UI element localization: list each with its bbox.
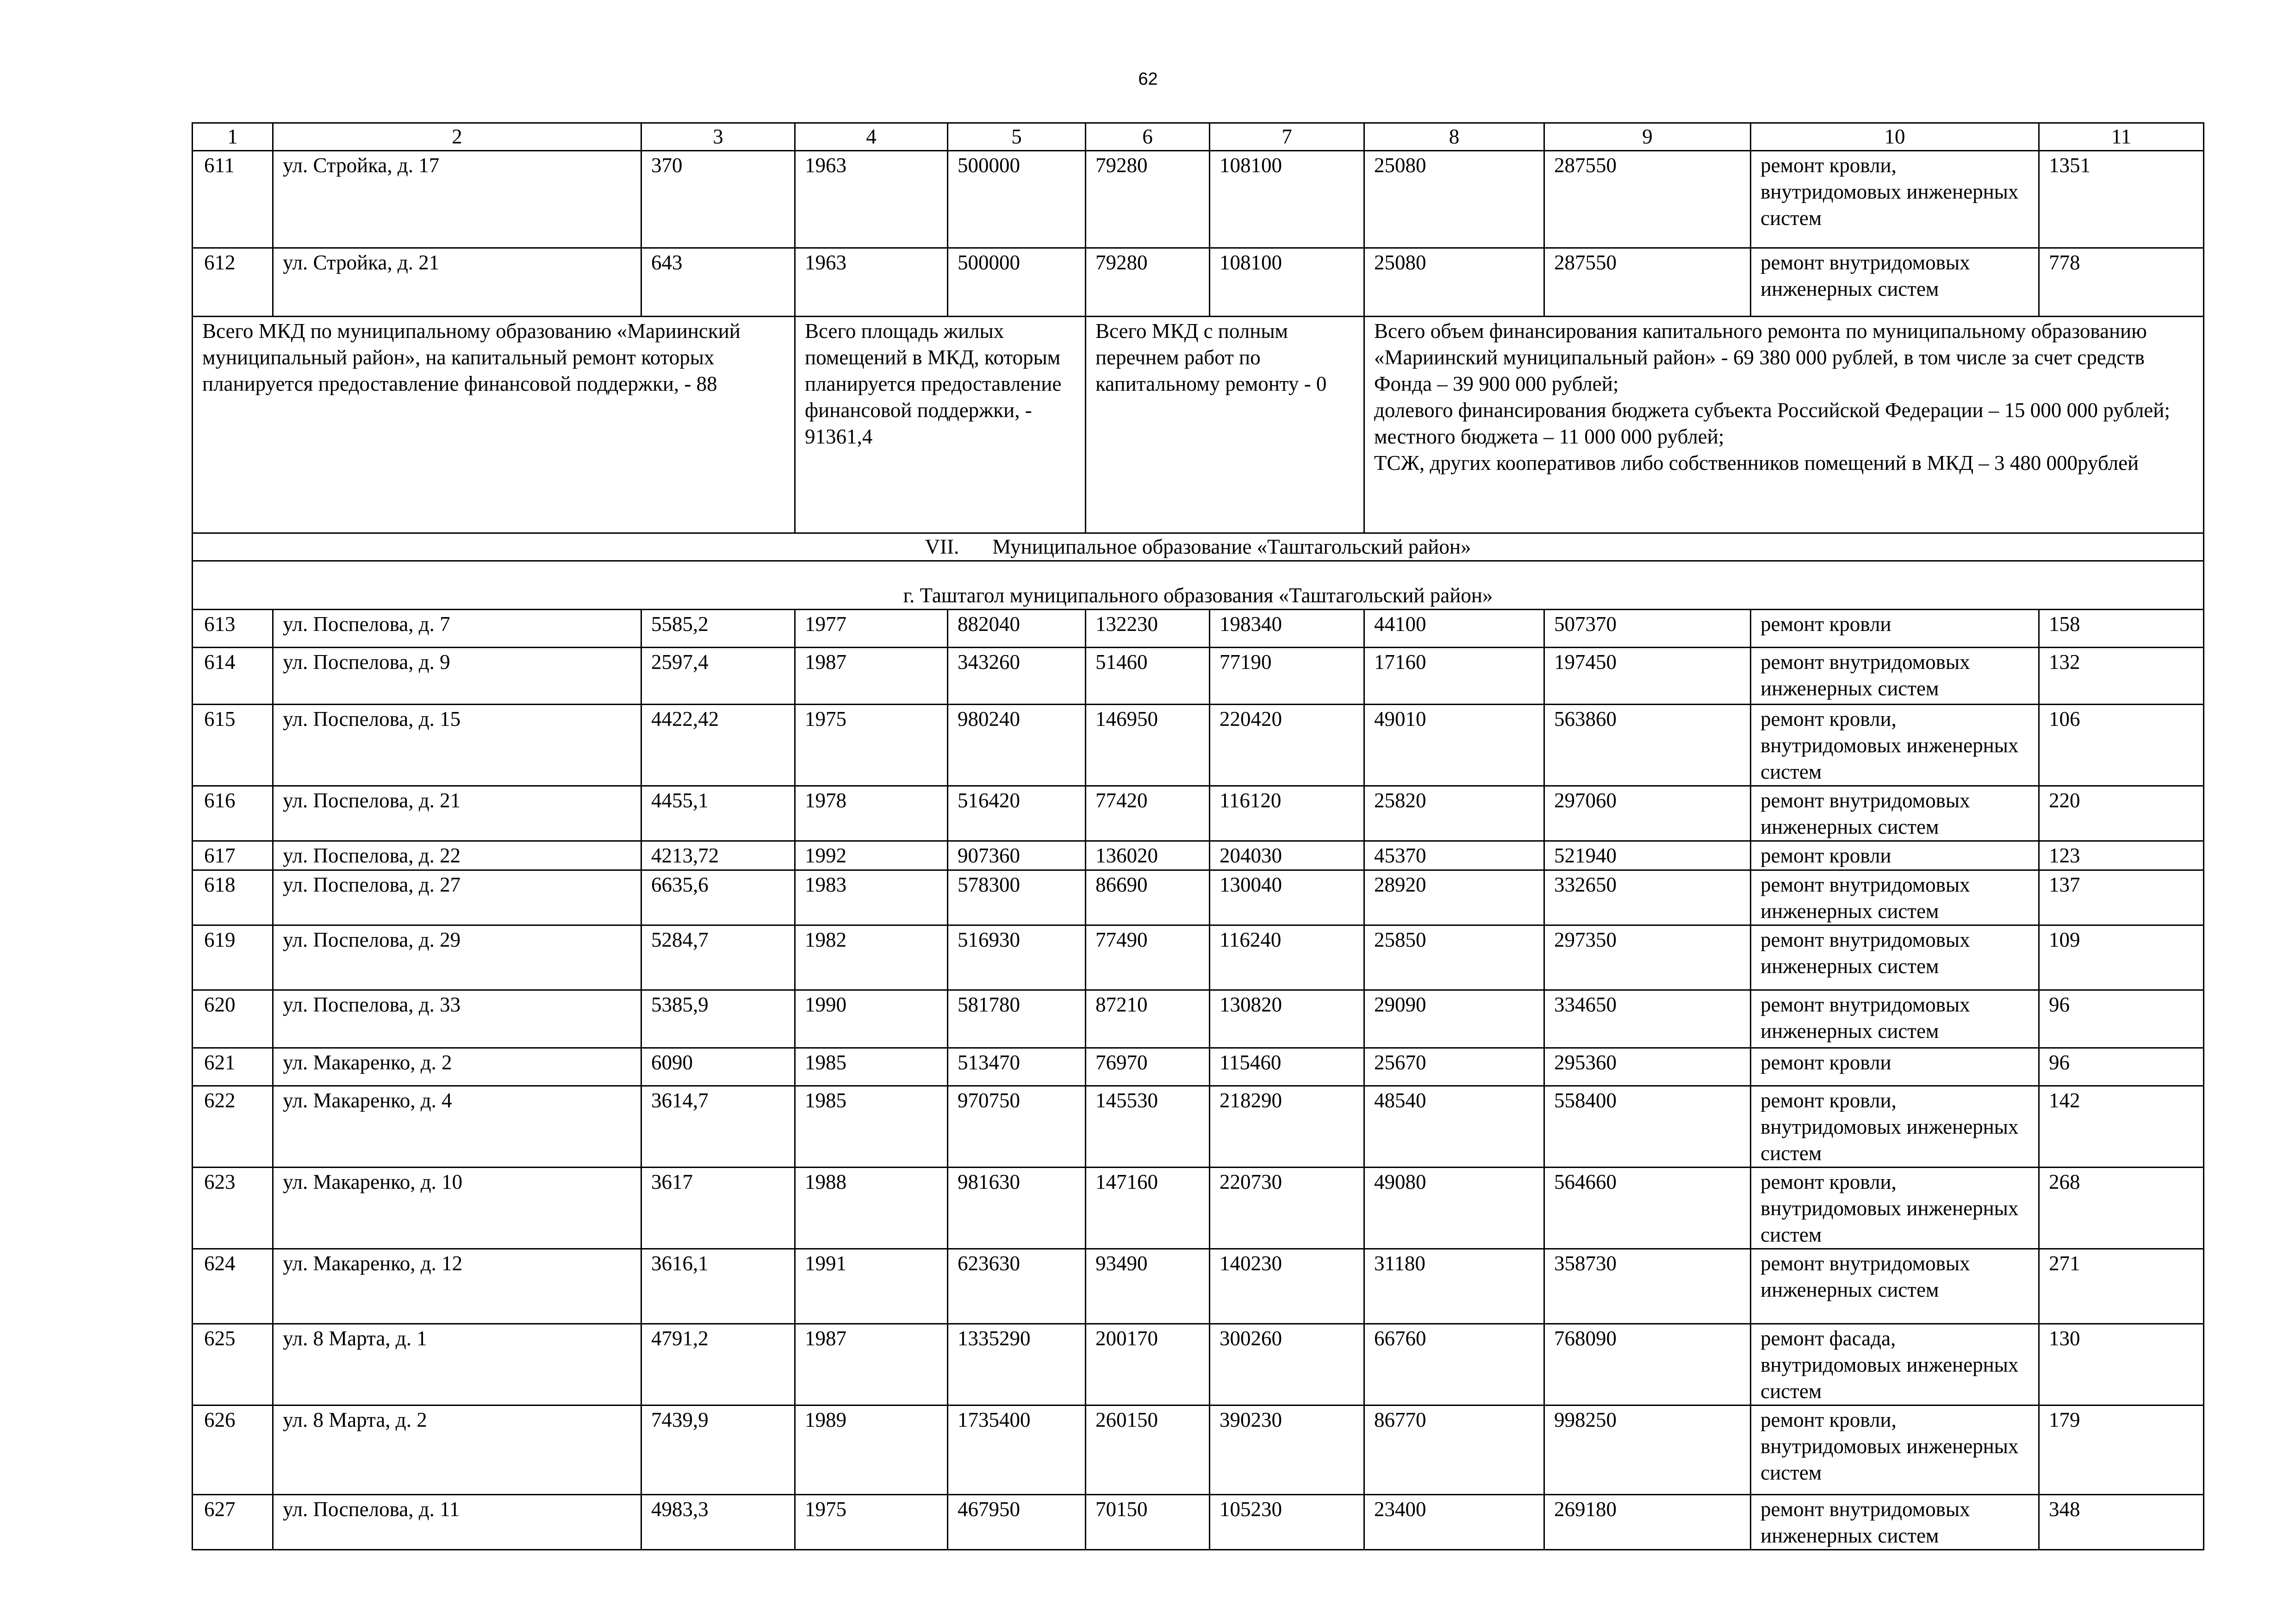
table-row [193,990,2204,1048]
address: ул. Макаренко, д. 4 [273,1086,641,1168]
column-number: 6 [1086,123,1210,151]
financing-line: Всего объем финансирования капитального ремонта по муниципальному образованию «Мариинский муниципальный район» - 69 380 000 рублей, в том числе за счет средств Фонда – 39 900 000 рублей; [1374,319,2147,395]
table-row [193,1086,2204,1168]
address: ул. Макаренко, д. 2 [273,1048,641,1086]
cell-col-8: 25080 [1364,248,1544,317]
financing-line: местного бюджета – 11 000 000 рублей; [1374,425,1724,448]
work-type: ремонт фасада, внутридомовых инженерных систем [1751,1324,2039,1405]
row-number: 627 [193,1495,273,1550]
cell-col-9: 564660 [1544,1168,1751,1249]
work-type: ремонт внутридомовых инженерных систем [1751,648,2039,705]
column-number: 11 [2039,123,2204,151]
cell-col-5: 343260 [948,648,1086,705]
cell-col-8: 17160 [1364,648,1544,705]
address: ул. Поспелова, д. 15 [273,705,641,786]
cell-col-8: 66760 [1364,1324,1544,1405]
cell-col-6: 77420 [1086,786,1210,841]
cell-col-6: 51460 [1086,648,1210,705]
row-number: 615 [193,705,273,786]
cell-col-9: 358730 [1544,1249,1751,1324]
summary-total-full: Всего МКД с полным перечнем работ по капитальному ремонту - 0 [1086,317,1364,533]
cell-col-5: 970750 [948,1086,1086,1168]
cell-col-6: 147160 [1086,1168,1210,1249]
column-number: 7 [1210,123,1364,151]
address: ул. Поспелова, д. 11 [273,1495,641,1550]
work-type: ремонт внутридомовых инженерных систем [1751,925,2039,990]
cell-col-6: 136020 [1086,841,1210,870]
cell-col-11: 1351 [2039,151,2204,248]
cell-col-11: 158 [2039,610,2204,648]
table-row [193,1405,2204,1495]
address: ул. Макаренко, д. 12 [273,1249,641,1324]
address: ул. Поспелова, д. 27 [273,870,641,925]
cell-col-11: 778 [2039,248,2204,317]
cell-col-4: 1963 [795,151,948,248]
work-type: ремонт внутридомовых инженерных систем [1751,786,2039,841]
summary-financing [1364,317,2204,533]
cell-col-5: 1735400 [948,1405,1086,1495]
cell-col-4: 1983 [795,870,948,925]
address: ул. Макаренко, д. 10 [273,1168,641,1249]
address: ул. 8 Марта, д. 2 [273,1405,641,1495]
cell-col-4: 1975 [795,1495,948,1550]
cell-col-7: 220730 [1210,1168,1364,1249]
cell-col-7: 77190 [1210,648,1364,705]
summary-row [193,317,2204,533]
cell-col-4: 1975 [795,705,948,786]
cell-col-9: 197450 [1544,648,1751,705]
summary-total-area: Всего площадь жилых помещений в МКД, которым планируется предоставление финансовой поддержки, - 91361,4 [795,317,1086,533]
cell-col-3: 3616,1 [641,1249,795,1324]
section-roman-number: VII. [925,535,959,558]
cell-col-5: 581780 [948,990,1086,1048]
cell-col-11: 109 [2039,925,2204,990]
cell-col-11: 106 [2039,705,2204,786]
cell-col-9: 558400 [1544,1086,1751,1168]
cell-col-3: 5585,2 [641,610,795,648]
cell-col-3: 4983,3 [641,1495,795,1550]
column-number: 3 [641,123,795,151]
cell-col-5: 882040 [948,610,1086,648]
column-number: 10 [1751,123,2039,151]
cell-col-4: 1977 [795,610,948,648]
row-number: 619 [193,925,273,990]
row-number: 621 [193,1048,273,1086]
work-type: ремонт кровли, внутридомовых инженерных систем [1751,151,2039,248]
address: ул. Стройка, д. 17 [273,151,641,248]
cell-col-3: 643 [641,248,795,317]
cell-col-8: 48540 [1364,1086,1544,1168]
table-row [193,705,2204,786]
table-row [193,610,2204,648]
cell-col-3: 370 [641,151,795,248]
cell-col-11: 130 [2039,1324,2204,1405]
row-number: 614 [193,648,273,705]
section-title [193,533,2204,561]
cell-col-5: 623630 [948,1249,1086,1324]
cell-col-5: 980240 [948,705,1086,786]
row-number: 611 [193,151,273,248]
cell-col-8: 25850 [1364,925,1544,990]
cell-col-11: 96 [2039,1048,2204,1086]
work-type: ремонт кровли, внутридомовых инженерных систем [1751,1168,2039,1249]
cell-col-3: 2597,4 [641,648,795,705]
cell-col-9: 295360 [1544,1048,1751,1086]
row-number: 617 [193,841,273,870]
work-type: ремонт кровли, внутридомовых инженерных систем [1751,705,2039,786]
cell-col-8: 25080 [1364,151,1544,248]
table-row [193,1324,2204,1405]
row-number: 624 [193,1249,273,1324]
cell-col-9: 768090 [1544,1324,1751,1405]
cell-col-6: 86690 [1086,870,1210,925]
cell-col-5: 981630 [948,1168,1086,1249]
cell-col-8: 28920 [1364,870,1544,925]
cell-col-3: 4791,2 [641,1324,795,1405]
cell-col-8: 44100 [1364,610,1544,648]
cell-col-9: 287550 [1544,151,1751,248]
cell-col-4: 1987 [795,1324,948,1405]
row-number: 625 [193,1324,273,1405]
cell-col-9: 563860 [1544,705,1751,786]
column-number: 1 [193,123,273,151]
table-row [193,841,2204,870]
cell-col-3: 3617 [641,1168,795,1249]
cell-col-6: 79280 [1086,151,1210,248]
work-type: ремонт внутридомовых инженерных систем [1751,990,2039,1048]
table-row [193,1495,2204,1550]
cell-col-7: 116120 [1210,786,1364,841]
cell-col-7: 130820 [1210,990,1364,1048]
cell-col-5: 467950 [948,1495,1086,1550]
cell-col-9: 297060 [1544,786,1751,841]
table-row [193,1048,2204,1086]
cell-col-11: 132 [2039,648,2204,705]
cell-col-8: 31180 [1364,1249,1544,1324]
cell-col-4: 1988 [795,1168,948,1249]
cell-col-11: 137 [2039,870,2204,925]
cell-col-7: 130040 [1210,870,1364,925]
cell-col-3: 6635,6 [641,870,795,925]
cell-col-7: 220420 [1210,705,1364,786]
section-subtitle: г. Таштагол муниципального образования «Таштагольский район» [193,561,2204,610]
cell-col-5: 907360 [948,841,1086,870]
cell-col-11: 220 [2039,786,2204,841]
row-number: 623 [193,1168,273,1249]
row-number: 622 [193,1086,273,1168]
address: ул. Поспелова, д. 29 [273,925,641,990]
cell-col-7: 108100 [1210,248,1364,317]
cell-col-9: 287550 [1544,248,1751,317]
row-number: 618 [193,870,273,925]
cell-col-9: 269180 [1544,1495,1751,1550]
cell-col-7: 116240 [1210,925,1364,990]
work-type: ремонт внутридомовых инженерных систем [1751,1495,2039,1550]
column-number: 5 [948,123,1086,151]
cell-col-5: 500000 [948,151,1086,248]
cell-col-8: 49010 [1364,705,1544,786]
cell-col-6: 146950 [1086,705,1210,786]
row-number: 613 [193,610,273,648]
cell-col-8: 23400 [1364,1495,1544,1550]
cell-col-11: 348 [2039,1495,2204,1550]
section-subtitle-row [193,561,2204,610]
page-number: 62 [1138,69,1158,89]
column-number: 2 [273,123,641,151]
work-type: ремонт кровли [1751,841,2039,870]
cell-col-7: 204030 [1210,841,1364,870]
cell-col-6: 77490 [1086,925,1210,990]
work-type: ремонт внутридомовых инженерных систем [1751,248,2039,317]
cell-col-6: 260150 [1086,1405,1210,1495]
cell-col-4: 1992 [795,841,948,870]
summary-total-mkd: Всего МКД по муниципальному образованию «Мариинский муниципальный район», на капитальный ремонт которых планируется предоставление финансовой поддержки, - 88 [193,317,795,533]
row-number: 612 [193,248,273,317]
cell-col-3: 6090 [641,1048,795,1086]
cell-col-5: 1335290 [948,1324,1086,1405]
cell-col-4: 1985 [795,1086,948,1168]
section-title-text: Муниципальное образование «Таштагольский район» [992,535,1471,558]
cell-col-9: 332650 [1544,870,1751,925]
cell-col-6: 76970 [1086,1048,1210,1086]
table-row [193,248,2204,317]
cell-col-3: 4213,72 [641,841,795,870]
address: ул. Поспелова, д. 21 [273,786,641,841]
cell-col-5: 516930 [948,925,1086,990]
column-number: 4 [795,123,948,151]
cell-col-5: 516420 [948,786,1086,841]
cell-col-4: 1987 [795,648,948,705]
cell-col-6: 79280 [1086,248,1210,317]
cell-col-3: 4422,42 [641,705,795,786]
cell-col-4: 1982 [795,925,948,990]
cell-col-7: 115460 [1210,1048,1364,1086]
cell-col-5: 513470 [948,1048,1086,1086]
cell-col-11: 179 [2039,1405,2204,1495]
cell-col-8: 29090 [1364,990,1544,1048]
cell-col-7: 140230 [1210,1249,1364,1324]
cell-col-6: 93490 [1086,1249,1210,1324]
column-number: 8 [1364,123,1544,151]
table-row [193,1168,2204,1249]
work-type: ремонт внутридомовых инженерных систем [1751,1249,2039,1324]
table-row [193,648,2204,705]
cell-col-9: 297350 [1544,925,1751,990]
section-title-row [193,533,2204,561]
table-row [193,870,2204,925]
table-row [193,151,2204,248]
table-row [193,1249,2204,1324]
cell-col-7: 108100 [1210,151,1364,248]
cell-col-6: 200170 [1086,1324,1210,1405]
table-row [193,925,2204,990]
cell-col-9: 521940 [1544,841,1751,870]
cell-col-3: 5284,7 [641,925,795,990]
row-number: 626 [193,1405,273,1495]
cell-col-7: 390230 [1210,1405,1364,1495]
row-number: 620 [193,990,273,1048]
cell-col-3: 7439,9 [641,1405,795,1495]
address: ул. Поспелова, д. 7 [273,610,641,648]
cell-col-4: 1990 [795,990,948,1048]
cell-col-8: 49080 [1364,1168,1544,1249]
cell-col-11: 142 [2039,1086,2204,1168]
repair-table [192,122,2204,1550]
cell-col-5: 500000 [948,248,1086,317]
cell-col-6: 132230 [1086,610,1210,648]
address: ул. Стройка, д. 21 [273,248,641,317]
work-type: ремонт кровли, внутридомовых инженерных систем [1751,1405,2039,1495]
cell-col-6: 70150 [1086,1495,1210,1550]
cell-col-8: 45370 [1364,841,1544,870]
cell-col-4: 1989 [795,1405,948,1495]
cell-col-4: 1991 [795,1249,948,1324]
cell-col-9: 507370 [1544,610,1751,648]
cell-col-7: 300260 [1210,1324,1364,1405]
cell-col-3: 4455,1 [641,786,795,841]
financing-line: ТСЖ, других кооперативов либо собственников помещений в МКД – 3 480 000рублей [1374,451,2139,475]
cell-col-9: 334650 [1544,990,1751,1048]
cell-col-11: 96 [2039,990,2204,1048]
cell-col-7: 198340 [1210,610,1364,648]
cell-col-9: 998250 [1544,1405,1751,1495]
financing-line: долевого финансирования бюджета субъекта Российской Федерации – 15 000 000 рублей; [1374,399,2170,422]
rows-after-section [193,610,2204,1550]
row-number: 616 [193,786,273,841]
cell-col-3: 5385,9 [641,990,795,1048]
cell-col-4: 1978 [795,786,948,841]
cell-col-6: 145530 [1086,1086,1210,1168]
work-type: ремонт кровли, внутридомовых инженерных систем [1751,1086,2039,1168]
cell-col-4: 1963 [795,248,948,317]
cell-col-5: 578300 [948,870,1086,925]
cell-col-3: 3614,7 [641,1086,795,1168]
address: ул. Поспелова, д. 9 [273,648,641,705]
cell-col-8: 86770 [1364,1405,1544,1495]
address: ул. Поспелова, д. 22 [273,841,641,870]
cell-col-11: 268 [2039,1168,2204,1249]
work-type: ремонт внутридомовых инженерных систем [1751,870,2039,925]
cell-col-8: 25670 [1364,1048,1544,1086]
cell-col-7: 105230 [1210,1495,1364,1550]
cell-col-6: 87210 [1086,990,1210,1048]
cell-col-4: 1985 [795,1048,948,1086]
cell-col-7: 218290 [1210,1086,1364,1168]
address: ул. 8 Марта, д. 1 [273,1324,641,1405]
work-type: ремонт кровли [1751,610,2039,648]
cell-col-11: 123 [2039,841,2204,870]
column-number: 9 [1544,123,1751,151]
cell-col-11: 271 [2039,1249,2204,1324]
rows-before-summary [193,151,2204,317]
table-row [193,786,2204,841]
cell-col-8: 25820 [1364,786,1544,841]
column-number-row [193,123,2204,151]
address: ул. Поспелова, д. 33 [273,990,641,1048]
work-type: ремонт кровли [1751,1048,2039,1086]
